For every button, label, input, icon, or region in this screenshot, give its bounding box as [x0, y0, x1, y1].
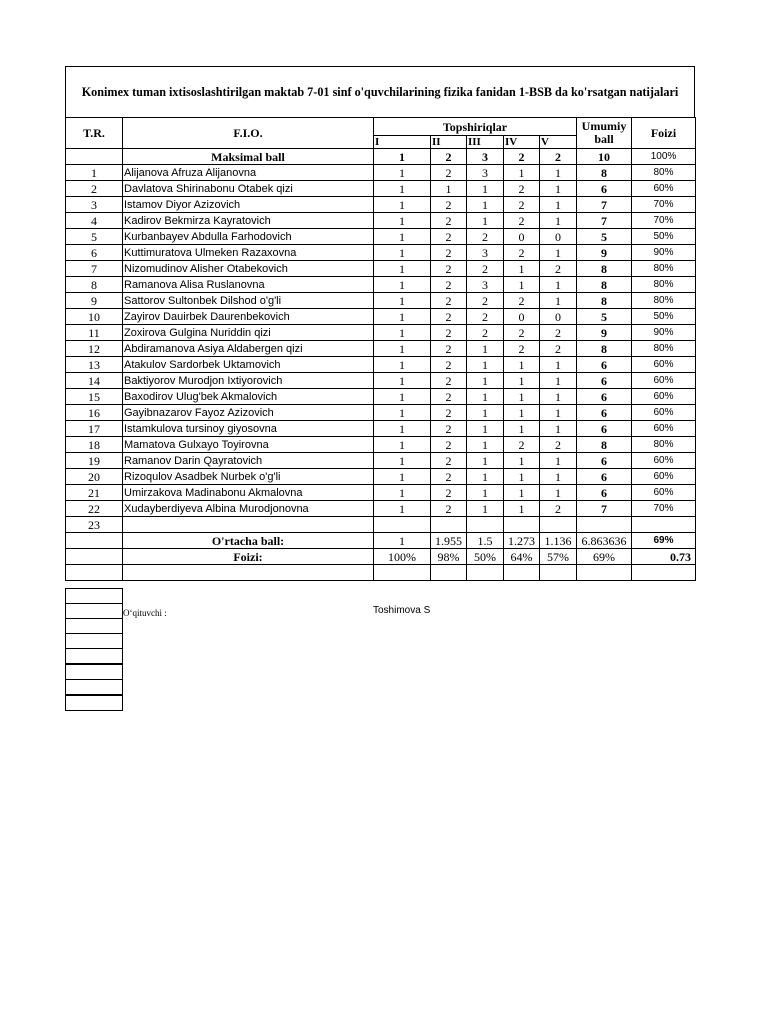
foizi-task: 98% [431, 549, 467, 565]
student-row [66, 245, 696, 261]
header-row [66, 118, 696, 136]
percent-value: 60% [632, 181, 696, 197]
task-score: 1 [540, 469, 577, 485]
blank-cell [504, 565, 540, 581]
total-score: 8 [577, 437, 632, 453]
task-score: 2 [431, 293, 467, 309]
student-name: Ramanov Darin Qayratovich [123, 453, 374, 469]
task-score: 0 [504, 309, 540, 325]
results-table [65, 117, 696, 581]
row-number: 10 [66, 309, 123, 325]
student-row [66, 453, 696, 469]
task-score: 1 [504, 389, 540, 405]
empty-grid-cell [65, 679, 123, 695]
total-score: 8 [577, 165, 632, 181]
row-number: 19 [66, 453, 123, 469]
row-number: 17 [66, 421, 123, 437]
student-row [66, 261, 696, 277]
student-row [66, 517, 696, 533]
percent-header: Foizi [632, 118, 696, 149]
task-score: 0 [540, 229, 577, 245]
percent-value: 90% [632, 245, 696, 261]
row-number: 20 [66, 469, 123, 485]
total-score: 6 [577, 421, 632, 437]
student-row [66, 485, 696, 501]
task-score: 1 [467, 485, 504, 501]
task-score: 2 [431, 325, 467, 341]
task-score: 1 [540, 357, 577, 373]
task-score: 1 [504, 373, 540, 389]
percent-value: 50% [632, 229, 696, 245]
avg-total: 6.863636 [577, 533, 632, 549]
student-name: Mamatova Gulxayo Toyirovna [123, 437, 374, 453]
percent-value: 70% [632, 213, 696, 229]
task-score: 1 [540, 213, 577, 229]
task-score: 1 [374, 213, 431, 229]
percent-value: 90% [632, 325, 696, 341]
task-score: 2 [431, 373, 467, 389]
blank-cell [577, 565, 632, 581]
task-score: 1 [374, 181, 431, 197]
blank-cell [66, 565, 123, 581]
task-score: 2 [467, 293, 504, 309]
task-score: 1 [374, 485, 431, 501]
percent-value: 80% [632, 293, 696, 309]
row-number: 18 [66, 437, 123, 453]
task-score: 2 [504, 437, 540, 453]
student-row [66, 469, 696, 485]
row-number: 8 [66, 277, 123, 293]
blank-cell [123, 565, 374, 581]
task-score: 1 [374, 453, 431, 469]
student-name: Sattorov Sultonbek Dilshod o'g'li [123, 293, 374, 309]
task-score: 3 [467, 277, 504, 293]
task-score: 2 [467, 309, 504, 325]
task-score: 1 [374, 165, 431, 181]
total-score: 7 [577, 213, 632, 229]
avg-task: 1.5 [467, 533, 504, 549]
row-number: 5 [66, 229, 123, 245]
avg-task: 1.136 [540, 533, 577, 549]
task-score: 1 [540, 485, 577, 501]
percent-value: 60% [632, 453, 696, 469]
empty-grid-cell [65, 648, 123, 664]
percent-value: 60% [632, 421, 696, 437]
total-score: 6 [577, 453, 632, 469]
task-score: 1 [504, 421, 540, 437]
task-score: 1 [467, 469, 504, 485]
task-score: 1 [374, 309, 431, 325]
student-row [66, 197, 696, 213]
task-score: 1 [467, 389, 504, 405]
max-total: 10 [577, 149, 632, 165]
total-score: 6 [577, 181, 632, 197]
task-score: 2 [431, 261, 467, 277]
task-score: 2 [540, 437, 577, 453]
row-number: 4 [66, 213, 123, 229]
total-score: 6 [577, 485, 632, 501]
foizi-row [66, 549, 696, 565]
student-name: Kadirov Bekmirza Kayratovich [123, 213, 374, 229]
total-score: 9 [577, 245, 632, 261]
max-task: 1 [374, 149, 431, 165]
student-name: Baxodirov Ulug'bek Akmalovich [123, 389, 374, 405]
percent-value: 80% [632, 261, 696, 277]
student-row [66, 421, 696, 437]
total-score: 7 [577, 501, 632, 517]
row-number: 1 [66, 165, 123, 181]
task-score: 1 [374, 405, 431, 421]
task-score: 2 [431, 277, 467, 293]
percent-value: 80% [632, 437, 696, 453]
task-score: 2 [431, 165, 467, 181]
task-score: 1 [374, 357, 431, 373]
student-name: Davlatova Shirinabonu Otabek qizi [123, 181, 374, 197]
task-score: 1 [504, 405, 540, 421]
student-name: Ramanova Alisa Ruslanovna [123, 277, 374, 293]
total-score: 8 [577, 277, 632, 293]
total-score: 8 [577, 293, 632, 309]
total-score: 8 [577, 341, 632, 357]
task-score: 1 [374, 229, 431, 245]
task-score: 1 [374, 341, 431, 357]
task-col-5: V [540, 136, 577, 149]
student-name: Alijanova Afruza Alijanovna [123, 165, 374, 181]
task-score: 1 [467, 197, 504, 213]
task-score: 0 [540, 309, 577, 325]
task-score: 1 [467, 373, 504, 389]
task-score: 1 [540, 197, 577, 213]
row-number: 22 [66, 501, 123, 517]
student-row [66, 229, 696, 245]
student-name: Atakulov Sardorbek Uktamovich [123, 357, 374, 373]
total-score: 8 [577, 261, 632, 277]
percent-value: 60% [632, 469, 696, 485]
task-score: 2 [431, 309, 467, 325]
student-name: Nizomudinov Alisher Otabekovich [123, 261, 374, 277]
task-score: 1 [540, 389, 577, 405]
task-score: 1 [504, 501, 540, 517]
task-score: 2 [431, 229, 467, 245]
tr-header: T.R. [66, 118, 123, 149]
student-name: Umirzakova Madinabonu Akmalovna [123, 485, 374, 501]
empty-grid-cell [65, 603, 123, 619]
student-row [66, 213, 696, 229]
task-score: 1 [540, 421, 577, 437]
task-score: 1 [374, 421, 431, 437]
percent-value: 60% [632, 373, 696, 389]
row-number: 6 [66, 245, 123, 261]
row-number: 9 [66, 293, 123, 309]
task-score: 1 [374, 501, 431, 517]
student-name: Xudayberdiyeva Albina Murodjonovna [123, 501, 374, 517]
student-row [66, 405, 696, 421]
task-score: 2 [504, 325, 540, 341]
task-score: 1 [467, 357, 504, 373]
task-score: 1 [374, 277, 431, 293]
task-score: 2 [431, 245, 467, 261]
task-score: 1 [540, 245, 577, 261]
percent-value: 80% [632, 277, 696, 293]
task-score: 1 [374, 261, 431, 277]
max-percent: 100% [632, 149, 696, 165]
max-label: Maksimal ball [123, 149, 374, 165]
blank-cell [632, 565, 696, 581]
task-score: 2 [431, 501, 467, 517]
percent-value: 50% [632, 309, 696, 325]
foizi-percent: 0.73 [632, 549, 696, 565]
task-score: 1 [540, 165, 577, 181]
task-score: 2 [540, 325, 577, 341]
task-col-3: III [467, 136, 504, 149]
foizi-task: 64% [504, 549, 540, 565]
task-score: 1 [467, 437, 504, 453]
max-task: 2 [431, 149, 467, 165]
task-score: 2 [431, 357, 467, 373]
task-score: 1 [504, 469, 540, 485]
student-name [123, 517, 374, 533]
total-score: 6 [577, 357, 632, 373]
percent-value: 60% [632, 485, 696, 501]
student-row [66, 325, 696, 341]
average-row [66, 533, 696, 549]
percent-value: 60% [632, 357, 696, 373]
task-score: 2 [431, 341, 467, 357]
task-score [540, 517, 577, 533]
total-score: 5 [577, 229, 632, 245]
task-score: 2 [467, 261, 504, 277]
task-score: 1 [504, 261, 540, 277]
task-score: 1 [467, 181, 504, 197]
row-number: 13 [66, 357, 123, 373]
avg-task: 1 [374, 533, 431, 549]
total-score: 6 [577, 469, 632, 485]
student-name: Baktiyorov Murodjon Ixtiyorovich [123, 373, 374, 389]
student-row [66, 373, 696, 389]
student-row [66, 293, 696, 309]
task-score: 1 [540, 405, 577, 421]
percent-value: 60% [632, 405, 696, 421]
student-name: Zayirov Dauirbek Daurenbekovich [123, 309, 374, 325]
student-row [66, 357, 696, 373]
empty-grid-cell [65, 695, 123, 711]
task-col-2: II [431, 136, 467, 149]
task-score: 1 [504, 453, 540, 469]
student-name: Gayibnazarov Fayoz Azizovich [123, 405, 374, 421]
percent-value [632, 517, 696, 533]
foizi-total: 69% [577, 549, 632, 565]
student-row [66, 309, 696, 325]
total-score: 5 [577, 309, 632, 325]
student-name: Zoxirova Gulgina Nuriddin qizi [123, 325, 374, 341]
task-score: 2 [467, 229, 504, 245]
row-number: 21 [66, 485, 123, 501]
row-number: 7 [66, 261, 123, 277]
percent-value: 80% [632, 165, 696, 181]
row-number: 2 [66, 181, 123, 197]
total-score [577, 517, 632, 533]
task-score: 2 [431, 197, 467, 213]
max-task: 2 [540, 149, 577, 165]
student-row [66, 341, 696, 357]
teacher-label: O‘qituvchi : [123, 608, 167, 618]
task-score: 1 [504, 357, 540, 373]
total-score: 9 [577, 325, 632, 341]
task-score: 1 [374, 469, 431, 485]
task-score: 2 [431, 485, 467, 501]
task-score: 1 [540, 453, 577, 469]
foizi-task: 57% [540, 549, 577, 565]
row-number: 15 [66, 389, 123, 405]
task-score: 1 [540, 181, 577, 197]
student-row [66, 389, 696, 405]
empty-grid-cell [65, 664, 123, 680]
task-score: 2 [504, 197, 540, 213]
avg-percent: 69% [632, 533, 696, 549]
task-score: 2 [504, 181, 540, 197]
blank-row [66, 565, 696, 581]
task-score [431, 517, 467, 533]
fio-header: F.I.O. [123, 118, 374, 149]
task-score [467, 517, 504, 533]
task-score: 2 [504, 245, 540, 261]
blank-cell [467, 565, 504, 581]
total-header: Umumiy ball [577, 118, 632, 149]
student-name: Abdiramanova Asiya Aldabergen qizi [123, 341, 374, 357]
row-number: 16 [66, 405, 123, 421]
task-score: 1 [467, 453, 504, 469]
task-score: 0 [504, 229, 540, 245]
task-score: 1 [374, 293, 431, 309]
task-score: 2 [540, 261, 577, 277]
task-score: 1 [374, 197, 431, 213]
foizi-empty [66, 549, 123, 565]
task-score: 1 [374, 325, 431, 341]
avg-task: 1.273 [504, 533, 540, 549]
total-score: 6 [577, 405, 632, 421]
row-number: 3 [66, 197, 123, 213]
teacher-name: Toshimova S [373, 605, 431, 616]
foizi-task: 50% [467, 549, 504, 565]
task-score: 2 [504, 213, 540, 229]
max-empty [66, 149, 123, 165]
task-score: 1 [504, 277, 540, 293]
row-number: 23 [66, 517, 123, 533]
task-score: 1 [374, 245, 431, 261]
report-title: Konimex tuman ixtisoslashtirilgan maktab 7-01 sinf o'quvchilarining fizika fanidan 1-BSB da ko'rsatgan natijalari [65, 66, 695, 117]
task-score: 3 [467, 165, 504, 181]
task-score: 2 [504, 341, 540, 357]
student-row [66, 501, 696, 517]
task-score: 2 [431, 469, 467, 485]
task-col-4: IV [504, 136, 540, 149]
student-name: Rizoqulov Asadbek Nurbek o'g'li [123, 469, 374, 485]
empty-grid-cell [65, 618, 123, 634]
student-row [66, 437, 696, 453]
total-score: 6 [577, 373, 632, 389]
foizi-task: 100% [374, 549, 431, 565]
student-name: Istamov Diyor Azizovich [123, 197, 374, 213]
task-score: 2 [431, 389, 467, 405]
task-score: 1 [540, 373, 577, 389]
task-score: 2 [540, 501, 577, 517]
percent-value: 70% [632, 197, 696, 213]
blank-cell [540, 565, 577, 581]
total-score: 6 [577, 389, 632, 405]
task-score [504, 517, 540, 533]
task-score: 2 [431, 453, 467, 469]
task-score: 2 [431, 421, 467, 437]
task-score: 1 [431, 181, 467, 197]
task-score: 2 [504, 293, 540, 309]
percent-value: 60% [632, 389, 696, 405]
task-score: 1 [504, 165, 540, 181]
row-number: 14 [66, 373, 123, 389]
student-name: Kurbanbayev Abdulla Farhodovich [123, 229, 374, 245]
student-name: Kuttimuratova Ulmeken Razaxovna [123, 245, 374, 261]
task-score: 2 [540, 341, 577, 357]
student-row [66, 165, 696, 181]
task-score: 1 [467, 501, 504, 517]
task-score: 1 [467, 213, 504, 229]
student-name: Istamkulova tursinoy giyosovna [123, 421, 374, 437]
max-task: 2 [504, 149, 540, 165]
max-score-row [66, 149, 696, 165]
task-score: 1 [467, 341, 504, 357]
row-number: 12 [66, 341, 123, 357]
task-score: 2 [431, 437, 467, 453]
task-col-1: I [374, 136, 431, 149]
task-score: 3 [467, 245, 504, 261]
avg-task: 1.955 [431, 533, 467, 549]
tasks-header: Topshiriqlar [374, 118, 577, 136]
task-score: 1 [504, 485, 540, 501]
task-score: 1 [467, 405, 504, 421]
student-row [66, 277, 696, 293]
task-score: 1 [374, 437, 431, 453]
row-number: 11 [66, 325, 123, 341]
task-score: 2 [467, 325, 504, 341]
empty-grid-cell [65, 588, 123, 604]
task-score: 1 [467, 421, 504, 437]
task-score: 1 [374, 389, 431, 405]
foizi-label: Foizi: [123, 549, 374, 565]
average-label: O'rtacha ball: [123, 533, 374, 549]
task-score: 2 [431, 405, 467, 421]
avg-empty [66, 533, 123, 549]
task-score [374, 517, 431, 533]
task-score: 1 [540, 293, 577, 309]
percent-value: 80% [632, 341, 696, 357]
task-score: 1 [374, 373, 431, 389]
total-score: 7 [577, 197, 632, 213]
blank-cell [431, 565, 467, 581]
task-score: 1 [540, 277, 577, 293]
blank-cell [374, 565, 431, 581]
empty-grid-cell [65, 633, 123, 649]
student-row [66, 181, 696, 197]
max-task: 3 [467, 149, 504, 165]
percent-value: 70% [632, 501, 696, 517]
task-score: 2 [431, 213, 467, 229]
